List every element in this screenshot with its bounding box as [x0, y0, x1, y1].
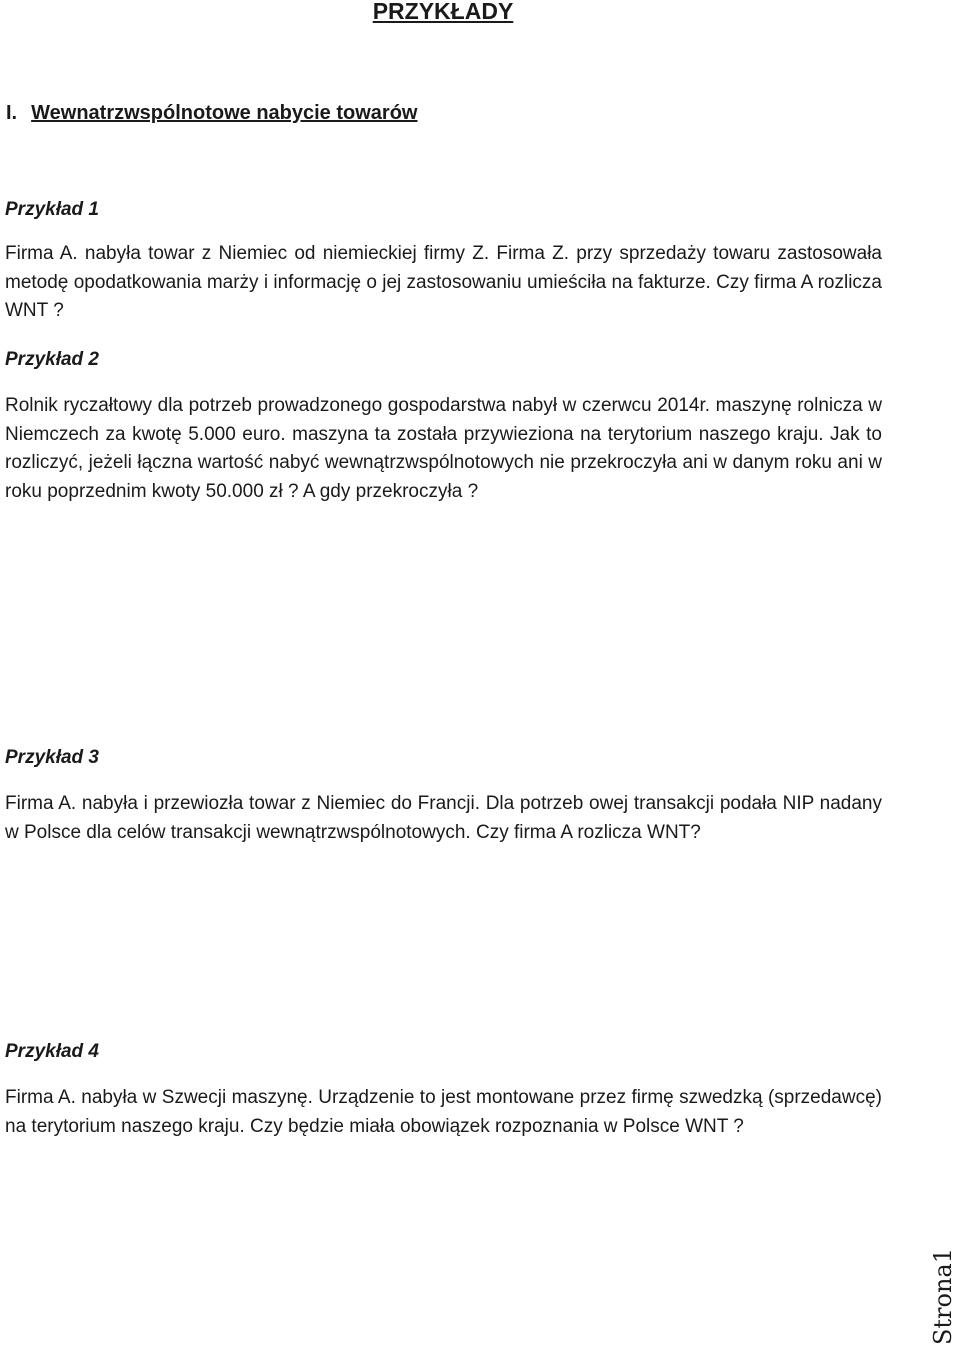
example-1	[5, 196, 882, 326]
example-heading: Przykład 1	[5, 199, 99, 220]
page-number-label: Strona1	[929, 1247, 957, 1345]
example-body: Rolnik ryczałtowy dla potrzeb prowadzonego gospodarstwa nabył w czerwcu 2014r. maszynę rolnicza w Niemczech za kwotę 5.000 euro. maszyna ta została przywieziona na terytorium naszego kraju. Jak to rozliczyć, jeżeli łączna wartość nabyć wewnątrzwspólnotowych nie przekroczyła ani w danym roku ani w roku poprzednim kwoty 50.000 zł ? A gdy przekroczyła ?	[5, 395, 882, 502]
example-heading: Przykład 2	[5, 349, 99, 370]
section-title: Wewnatrzwspólnotowe nabycie towarów	[31, 102, 418, 124]
section-number: I.	[6, 102, 18, 124]
example-body: Firma A. nabyła towar z Niemiec od niemieckiej firmy Z. Firma Z. przy sprzedaży towaru zastosowała metodę opodatkowania marży i informację o jej zastosowaniu umieściła na fakturze. Czy firma A rozlicza WNT ?	[5, 243, 882, 321]
page-title: PRZYKŁADY	[372, 0, 514, 24]
section-heading	[6, 98, 417, 128]
example-heading: Przykład 3	[5, 747, 99, 768]
example-3	[5, 744, 882, 847]
example-body: Firma A. nabyła w Szwecji maszynę. Urządzenie to jest montowane przez firmę szwedzką (sprzedawcę) na terytorium naszego kraju. Czy będzie miała obowiązek rozpoznania w Polsce WNT ?	[5, 1087, 882, 1137]
example-body: Firma A. nabyła i przewiozła towar z Niemiec do Francji. Dla potrzeb owej transakcji podała NIP nadany w Polsce dla celów transakcji wewnątrzwspólnotowych. Czy firma A rozlicza WNT?	[5, 793, 882, 843]
example-heading: Przykład 4	[5, 1041, 99, 1062]
example-4	[5, 1038, 882, 1141]
example-2	[5, 346, 882, 506]
